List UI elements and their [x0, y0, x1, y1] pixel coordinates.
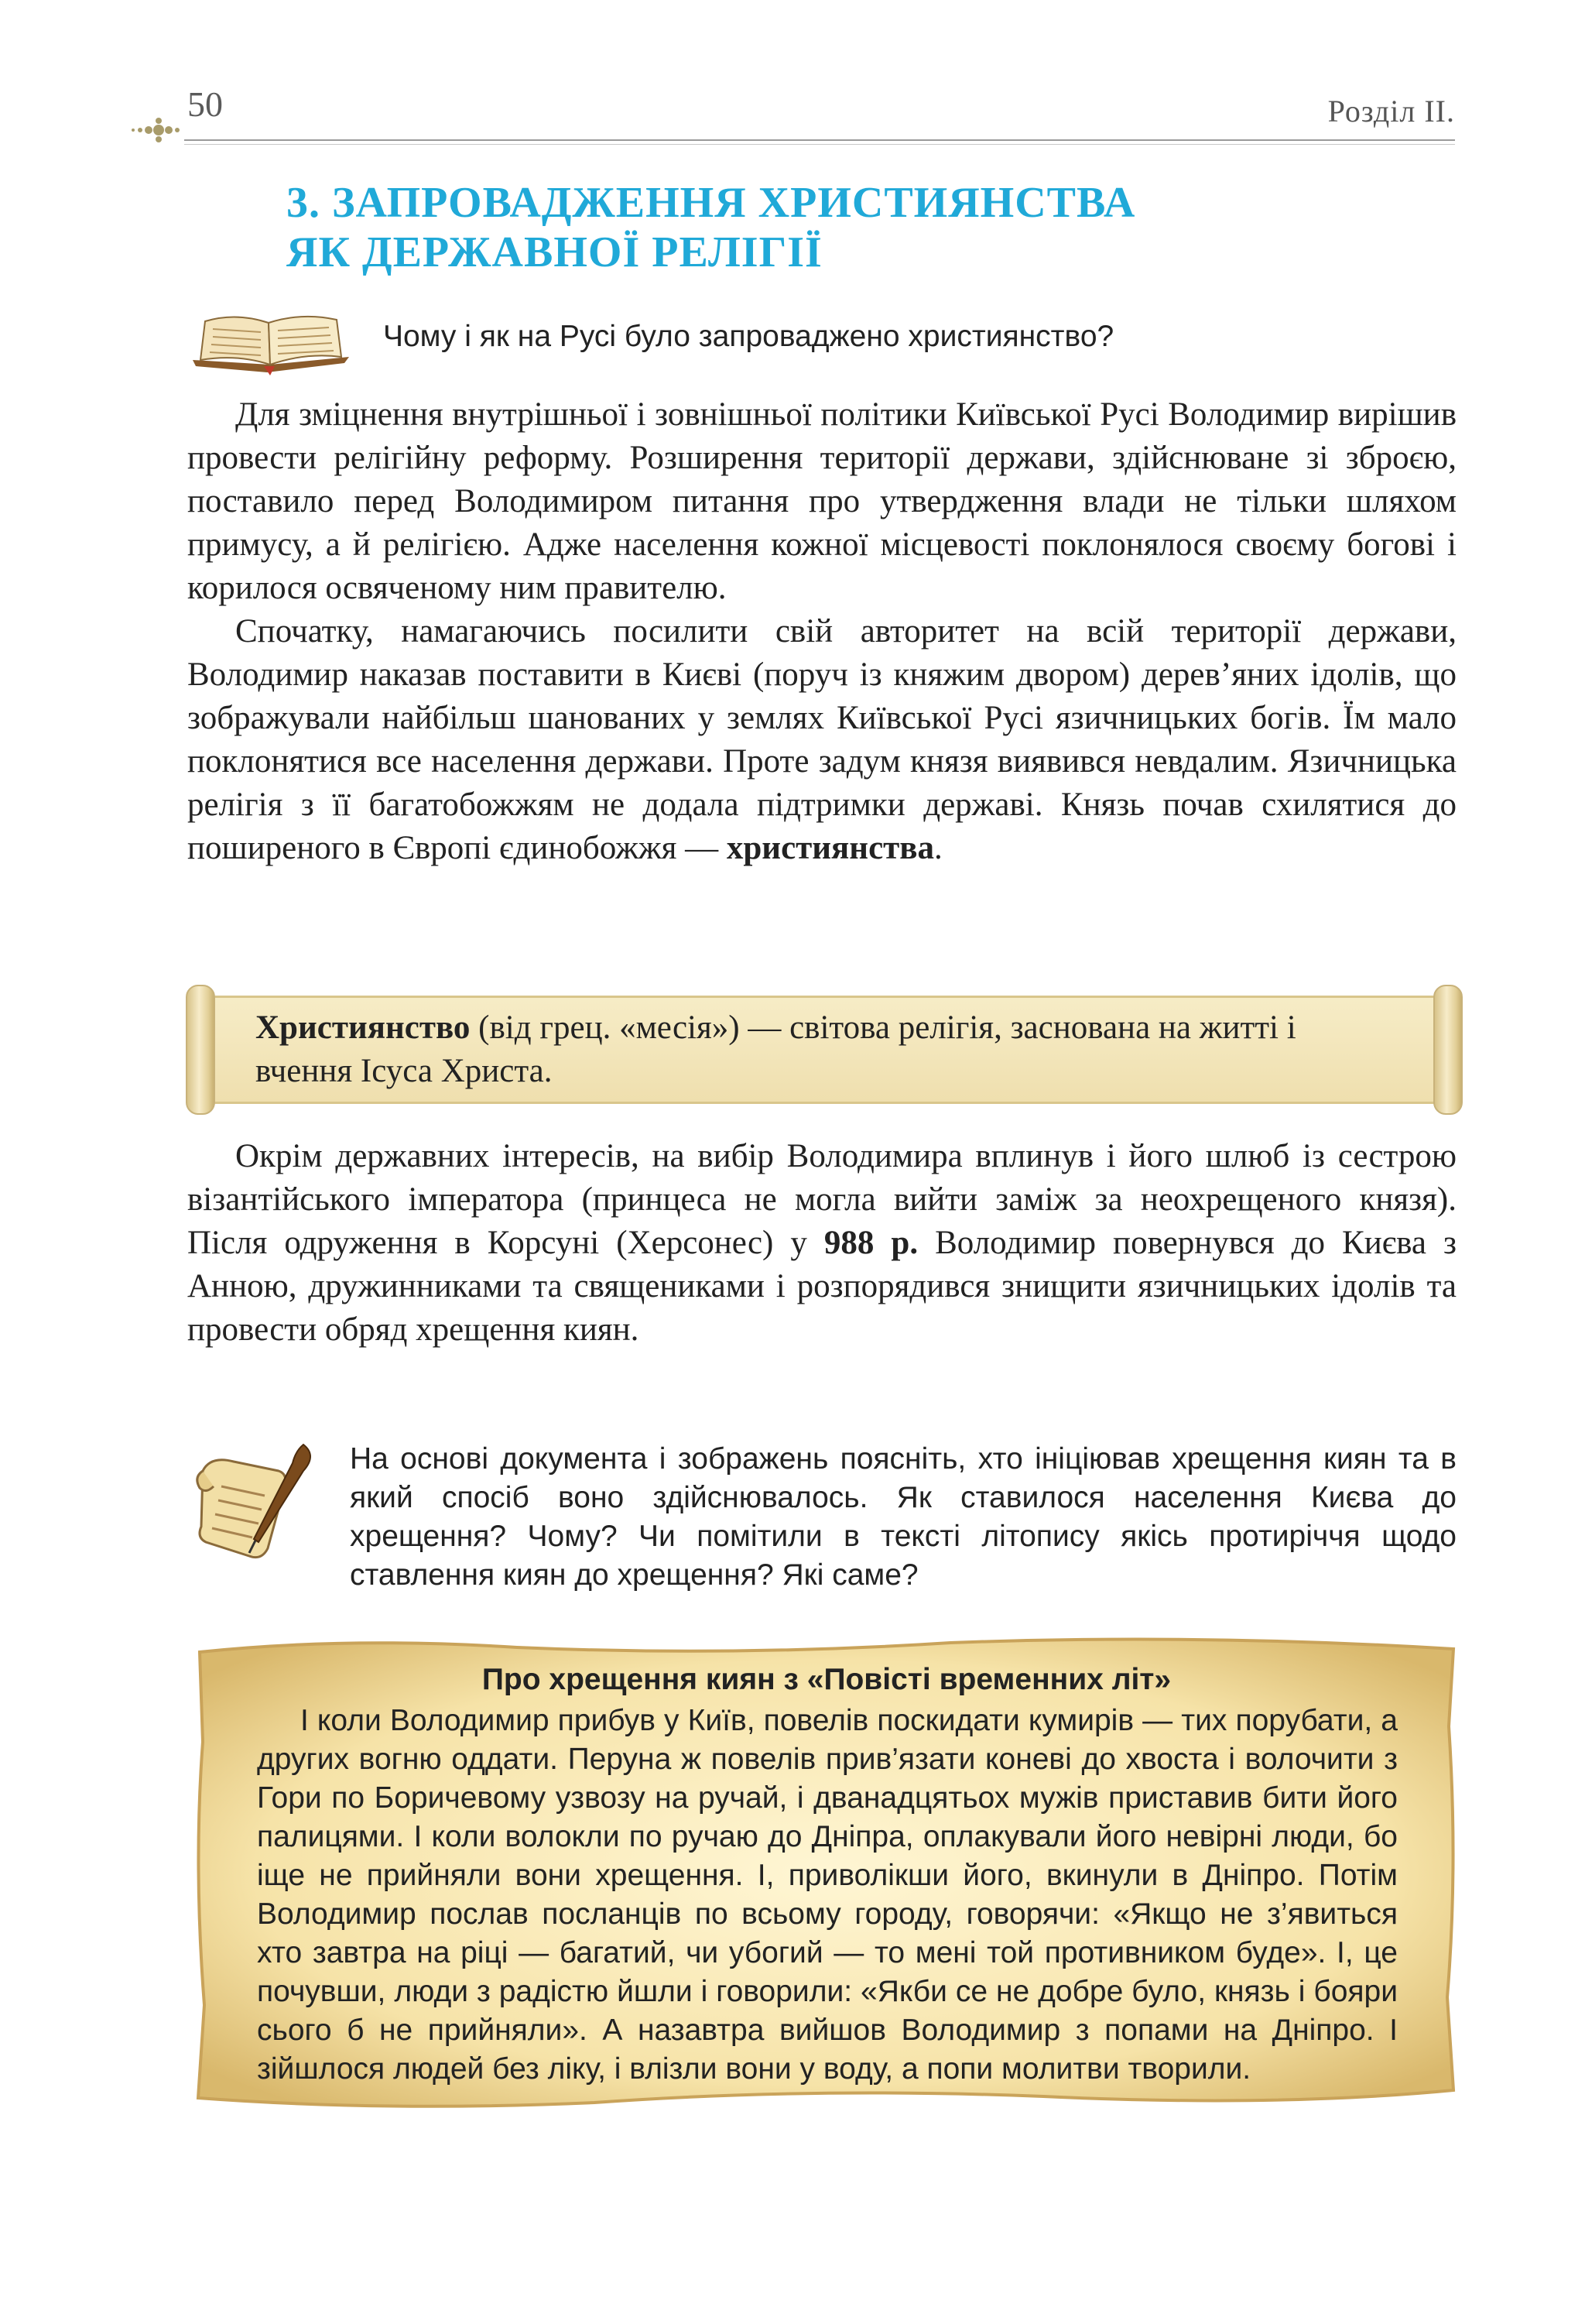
document-title: Про хрещення киян з «Повісті временних літ»: [481, 1663, 1172, 1696]
body-text-block: [187, 393, 1457, 870]
definition-term: Християнство: [255, 1009, 471, 1046]
ornament-icon: [124, 115, 193, 146]
paragraph-1: Для зміцнення внутрішньої і зовнішньої політики Київської Русі Володимир вирішив провести релігійну реформу. Розширення території держави, здійснюване зі зброєю, поставило перед Володимиром питання про утвердження влади не тільки шляхом примусу, а й релігією. Адже населення кожної місцевості поклонялося своєму богові і корилося освяченому ним правителю.: [187, 396, 1457, 606]
paragraph-2-end: .: [934, 830, 943, 866]
document-parchment: [192, 1633, 1461, 2113]
definition-text: [255, 1006, 1401, 1093]
page-number: 50: [187, 84, 223, 124]
task-block: [187, 1440, 1457, 1595]
open-book-icon: [190, 306, 352, 375]
key-question: [190, 306, 1459, 391]
section-label: Розділ ІІ.: [1327, 94, 1455, 129]
definition-scroll: [186, 985, 1463, 1115]
definition-body: (від грец. «месія») — світова релігія, заснована на житті і вчення Ісуса Христа.: [255, 1009, 1296, 1089]
header-rule: [184, 139, 1455, 141]
paragraph-3-text: Окрім державних інтересів, на вибір Володимира вплинув і його шлюб із сестрою візантійського імператора (принцеса не могла вийти заміж за неохрещеного князя). Після одруження в Корсуні (Херсонес) у: [187, 1138, 1457, 1261]
year-988: 988 р.: [823, 1225, 919, 1261]
paragraph-3-end: Володимир повернувся до Києва з Анною, дружинниками та священиками і розпорядився знищити язичницьких ідолів та провести обряд хрещення киян.: [187, 1225, 1457, 1348]
paragraph-3: [187, 1135, 1457, 1352]
scroll-roll-right: [1433, 985, 1463, 1115]
term-christianity: християнства: [726, 830, 935, 866]
document-text-block: [257, 1702, 1398, 2089]
paragraph-2-text: Спочатку, намагаючись посилити свій авторитет на всій території держави, Володимир наказав поставити в Києві (поруч із княжим двором) дерев’яних ідолів, що зображували найбільш шанованих у землях Київської Русі язичницьких богів. Їм мало поклонятися все населення держави. Проте задум князя виявився невдалим. Язичницька релігія з її багатобожжям не додала підтримки державі. Князь почав схилятися до поширеного в Європі єдинобожжя —: [187, 613, 1457, 866]
header-rule-thin: [184, 144, 1455, 145]
paragraph-2: [187, 610, 1457, 870]
section-title-line2: ЯК ДЕРЖАВНОЇ РЕЛІГІЇ: [286, 228, 823, 276]
section-title-line1: 3. ЗАПРОВАДЖЕННЯ ХРИСТИЯНСТВА: [286, 179, 1136, 227]
document-text: І коли Володимир прибув у Київ, повелів поскидати кумирів — тих порубати, а других вогню оддати. Перуна ж повелів прив’язати коневі до хвоста і волочити з Гори по Боричевому узвозу на ручай, і дванадцятьох мужів приставив бити його палицями. І коли волокли по ручаю до Дніпра, оплакували його невірні люди, бо іще не прийняли вони хрещення. І, приволікши його, вкинули в Дніпро. Потім Володимир послав посланців по всьому городу, говорячи: «Якщо не з’явиться хто завтра на ріці — багатий, чи убогий — то мені той противником буде». І, це почувши, люди з радістю йшли і говорили: «Якби се не добре було, князь і бояри сього б не прийняли». А назавтра вийшов Володимир з попами на Дніпро. І зійшлося людей без ліку, і влізли вони у воду, а попи молитви творили.: [257, 1704, 1398, 2086]
scroll-roll-left: [186, 985, 215, 1115]
question-text: Чому і як на Русі було запроваджено християнство?: [383, 320, 1114, 353]
task-text: На основі документа і зображень поясніть, хто ініціював хрещення киян та в який спосіб воно здійснювалось. Як ставилося населення Києва до хрещення? Чому? Чи помітили в тексті літопису якісь протиріччя щодо ставлення киян до хрещення? Які саме?: [350, 1442, 1457, 1592]
section-title: [286, 178, 1370, 277]
quill-scroll-icon: [187, 1440, 319, 1564]
body-text-block-2: [187, 1135, 1457, 1352]
